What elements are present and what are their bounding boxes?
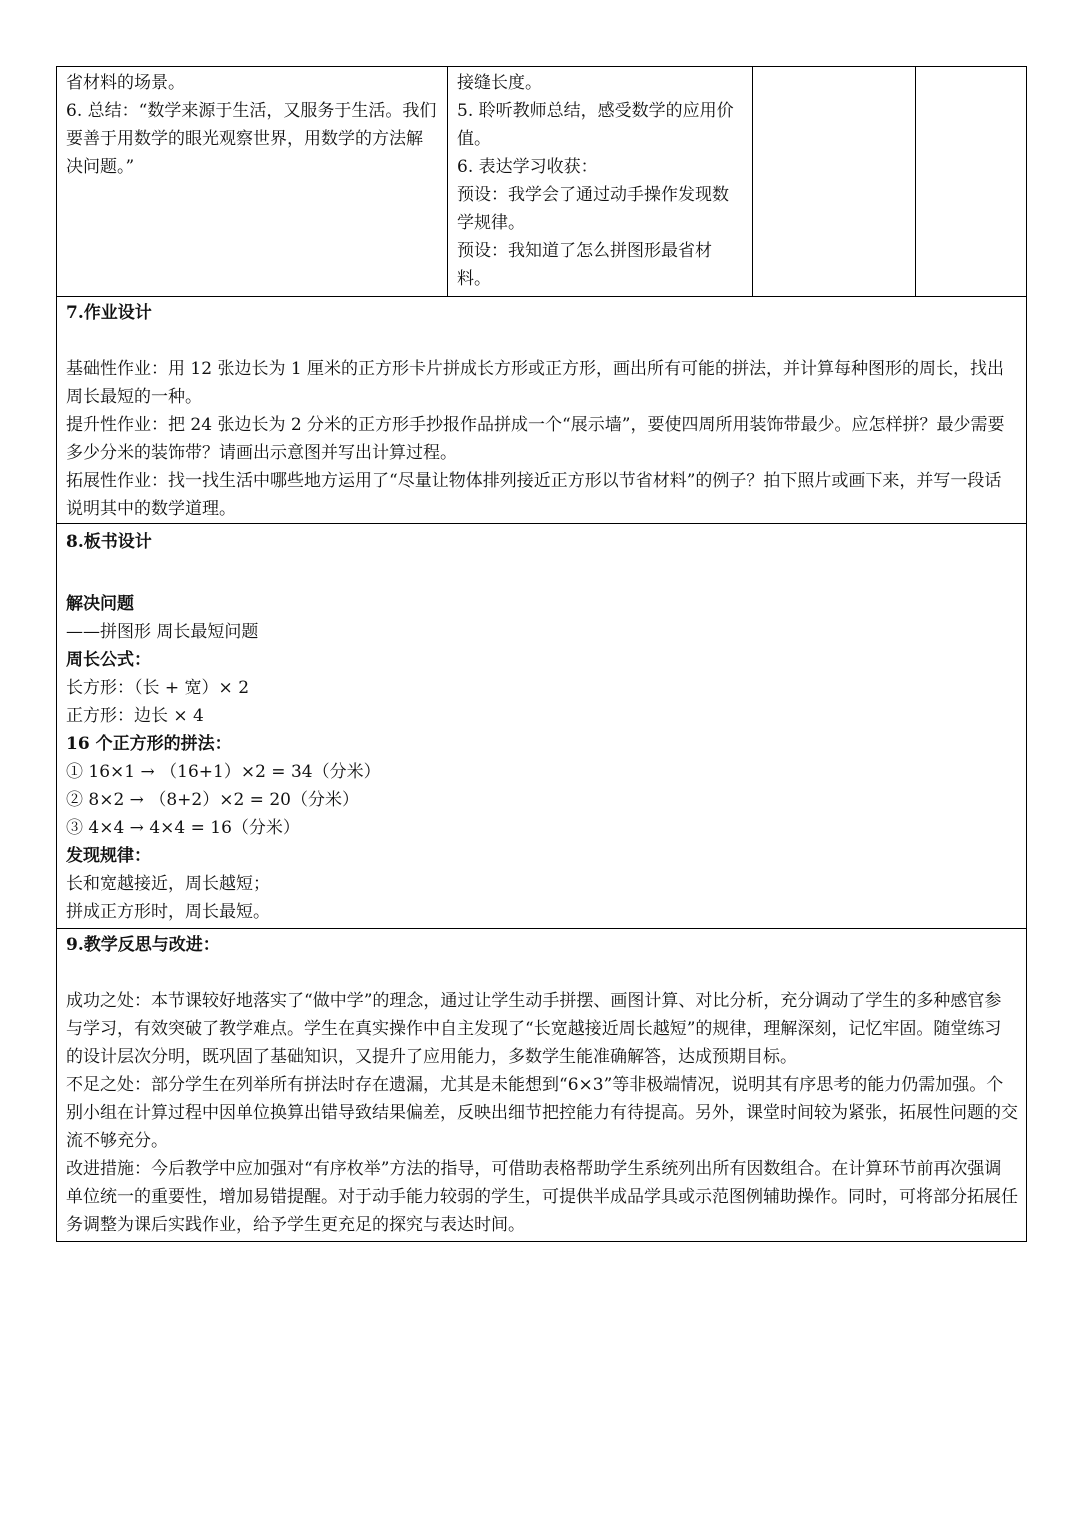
arrangement-item: ② 8×2 → （8+2）×2 = 20（分米） bbox=[66, 790, 359, 810]
board-subheading: ——拼图形 周长最短问题 bbox=[66, 622, 259, 642]
empty-cell bbox=[916, 67, 1027, 297]
rule-item: 长和宽越接近，周长越短； bbox=[66, 874, 270, 894]
empty-cell bbox=[753, 67, 916, 297]
reflection-row bbox=[57, 929, 1027, 1242]
reflection-cell bbox=[57, 929, 1027, 1242]
reflection-success: 成功之处：本节课较好地落实了“做中学”的理念，通过让学生动手拼摆、画图计算、对比分析，充分调动了学生的多种感官参与学习，有效突破了教学难点。学生在真实操作中自主发现了“长宽越接近周长越短”的规律，理解深刻，记忆牢固。随堂练习的设计层次分明，既巩固了基础知识，又提升了应用能力，多数学生能准确解答，达成预期目标。 bbox=[66, 991, 1002, 1067]
homework-title: 7.作业设计 bbox=[66, 303, 152, 323]
formula-rectangle: 长方形：（长 + 宽）× 2 bbox=[66, 678, 250, 698]
arrangement-item: ① 16×1 → （16+1）×2 = 34（分米） bbox=[66, 762, 381, 782]
homework-cell bbox=[57, 297, 1027, 524]
lesson-plan-table bbox=[56, 66, 1027, 1242]
board-design-row bbox=[57, 524, 1027, 929]
student-activity-line: 预设：我知道了怎么拼图形最省材料。 bbox=[457, 241, 712, 289]
student-activity-line: 5. 聆听教师总结，感受数学的应用价值。 bbox=[457, 101, 734, 149]
reflection-title: 9.教学反思与改进： bbox=[66, 935, 220, 955]
student-activity-cell bbox=[448, 67, 753, 297]
student-activity-line: 预设：我学会了通过动手操作发现数学规律。 bbox=[457, 185, 729, 233]
teacher-activity-line: 省材料的场景。 bbox=[66, 73, 185, 93]
student-activity-line: 接缝长度。 bbox=[457, 73, 542, 93]
teacher-activity-cell bbox=[57, 67, 448, 297]
student-activity-line: 6. 表达学习收获： bbox=[457, 157, 598, 177]
formula-title: 周长公式： bbox=[66, 650, 151, 670]
homework-extended: 拓展性作业：找一找生活中哪些地方运用了“尽量让物体排列接近正方形以节省材料”的例子？拍下照片或画下来，并写一段话说明其中的数学道理。 bbox=[66, 471, 1002, 519]
rule-item: 拼成正方形时，周长最短。 bbox=[66, 902, 270, 922]
teaching-process-row bbox=[57, 67, 1027, 297]
homework-advanced: 提升性作业：把 24 张边长为 2 分米的正方形手抄报作品拼成一个“展示墙”，要使四周所用装饰带最少。应怎样拼？最少需要多少分米的装饰带？请画出示意图并写出计算过程。 bbox=[66, 415, 1005, 463]
arrangement-item: ③ 4×4 → 4×4 = 16（分米） bbox=[66, 818, 300, 838]
rule-title: 发现规律： bbox=[66, 846, 151, 866]
homework-basic: 基础性作业：用 12 张边长为 1 厘米的正方形卡片拼成长方形或正方形，画出所有可能的拼法，并计算每种图形的周长，找出周长最短的一种。 bbox=[66, 359, 1005, 407]
teacher-activity-line: 6. 总结：“数学来源于生活，又服务于生活。我们要善于用数学的眼光观察世界，用数学的方法解决问题。” bbox=[66, 101, 437, 177]
lesson-plan-page bbox=[56, 66, 1026, 1242]
formula-square: 正方形：边长 × 4 bbox=[66, 706, 204, 726]
arrangements-title: 16 个正方形的拼法： bbox=[66, 734, 232, 754]
board-heading: 解决问题 bbox=[66, 594, 134, 614]
board-design-cell bbox=[57, 524, 1027, 929]
reflection-improvement: 改进措施：今后教学中应加强对“有序枚举”方法的指导，可借助表格帮助学生系统列出所有因数组合。在计算环节前再次强调单位统一的重要性，增加易错提醒。对于动手能力较弱的学生，可提供半成品学具或示范图例辅助操作。同时，可将部分拓展任务调整为课后实践作业，给予学生更充足的探究与表达时间。 bbox=[66, 1159, 1018, 1235]
board-title: 8.板书设计 bbox=[66, 532, 152, 552]
reflection-shortcoming: 不足之处：部分学生在列举所有拼法时存在遗漏，尤其是未能想到“6×3”等非极端情况，说明其有序思考的能力仍需加强。个别小组在计算过程中因单位换算出错导致结果偏差，反映出细节把控能力有待提高。另外，课堂时间较为紧张，拓展性问题的交流不够充分。 bbox=[66, 1075, 1018, 1151]
homework-row bbox=[57, 297, 1027, 524]
